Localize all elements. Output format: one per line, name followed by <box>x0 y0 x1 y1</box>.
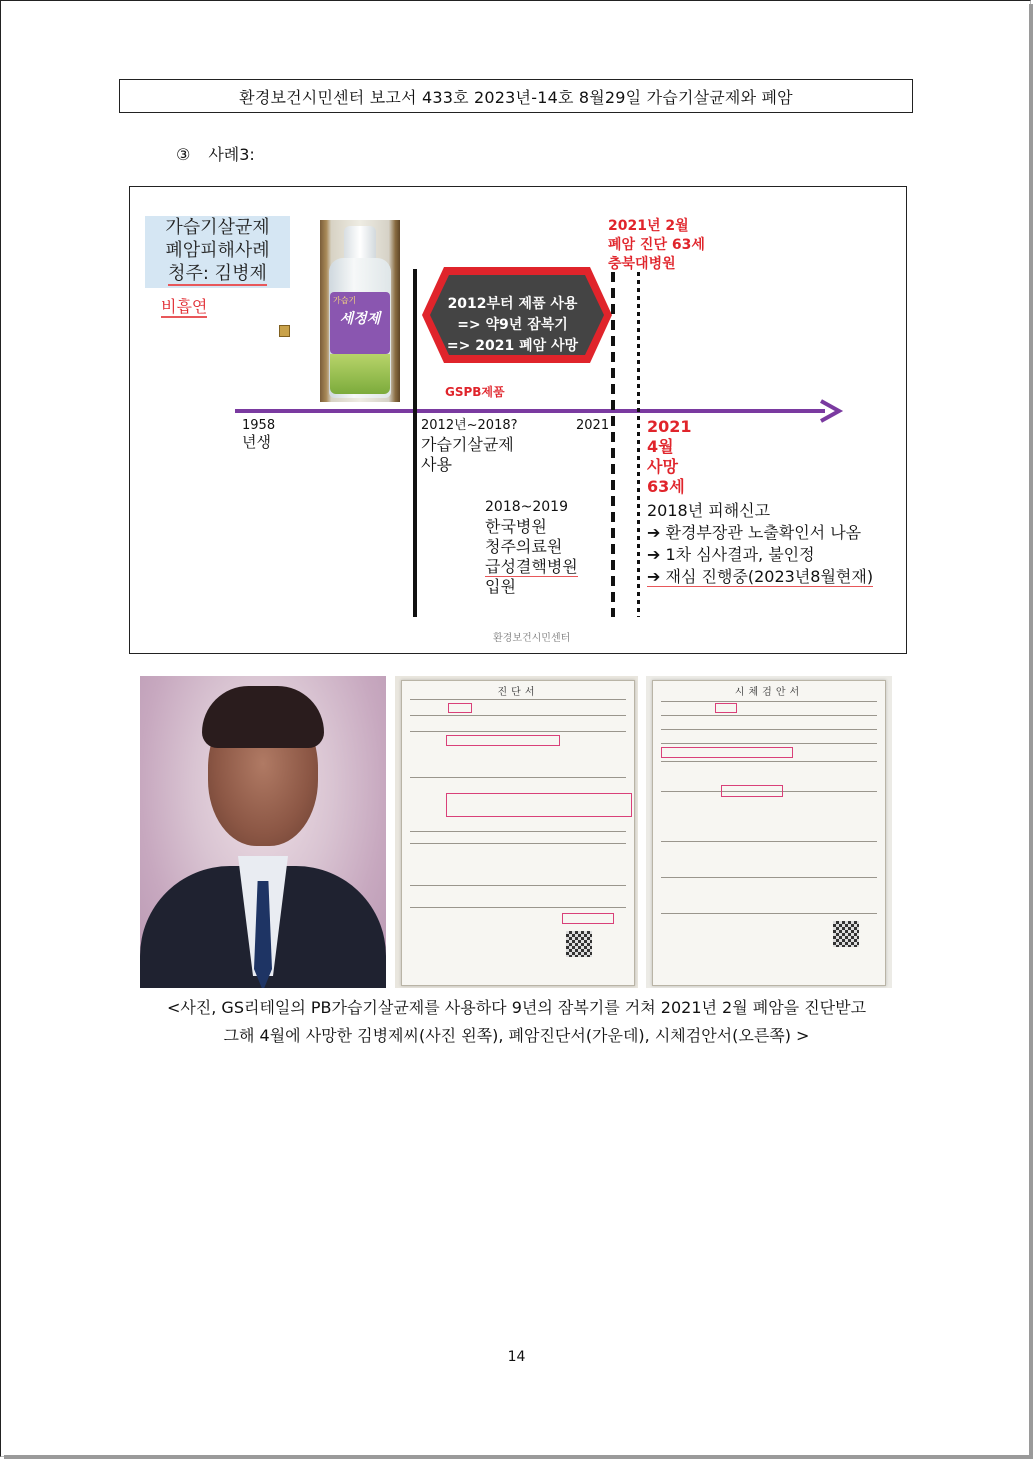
report-line: ➔ 1차 심사결과, 불인정 <box>647 545 815 564</box>
case-label: 사례3: <box>208 145 255 164</box>
document-rule <box>410 699 626 700</box>
death-line: 2021 <box>647 417 692 436</box>
caption-line: <사진, GS리테일의 PB가습기살균제를 사용하다 9년의 잠복기를 거쳐 2021년 2월 폐암을 진단받고 <box>166 998 867 1017</box>
usage-period-line: => 2021 폐암 사망 <box>446 338 579 354</box>
hospital-name: 한국병원 <box>485 517 547 536</box>
portrait-hair <box>202 686 324 748</box>
document-rule <box>410 885 626 886</box>
year-2021-label: 2021 <box>576 418 610 433</box>
usage-period-line: 2012부터 제품 사용 <box>447 296 578 312</box>
document-title: 진단서 <box>497 687 539 698</box>
highlight-box <box>661 747 793 758</box>
death-line: 63세 <box>647 477 685 496</box>
document-rule <box>661 701 877 702</box>
portrait-photo <box>140 676 386 988</box>
report-line <box>647 566 873 588</box>
case-title-line: 폐암피해사례 <box>165 240 270 261</box>
case-timeline-slide <box>129 186 907 654</box>
case-marker: ③ <box>176 145 191 164</box>
death-line: 4월 <box>647 437 674 456</box>
document-rule <box>661 743 877 744</box>
caption-line: 그해 4월에 사망한 김병제씨(사진 왼쪽), 폐암진단서(가운데), 시체검안서(오른쪽) > <box>223 1026 810 1045</box>
usage-start-line <box>413 269 417 617</box>
usage-line: 사용 <box>421 455 452 474</box>
document-sheet <box>652 680 886 986</box>
document-rule <box>410 843 626 844</box>
usage-label <box>421 417 518 475</box>
birth-suffix: 년생 <box>242 433 271 451</box>
document-title: 시체검안서 <box>734 687 804 698</box>
highlight-box <box>446 735 560 746</box>
report-header <box>119 79 913 113</box>
document-rule <box>661 761 877 762</box>
document-rule <box>410 715 626 716</box>
usage-period-line: => 약9년 잠복기 <box>457 317 568 333</box>
document-rule <box>661 729 877 730</box>
bottle-neck <box>344 226 376 262</box>
hospitalization-label <box>485 497 578 597</box>
slide-footer: 환경보건시민센터 <box>493 633 571 644</box>
gspb-product-label: GSPB제품 <box>445 385 505 399</box>
report-line: 2018년 피해신고 <box>647 501 771 520</box>
report-line: ➔ 환경부장관 노출확인서 나옴 <box>647 523 862 542</box>
qr-code-icon <box>833 921 859 947</box>
damage-report-label <box>647 500 873 588</box>
diagnosis-dashed-line <box>611 272 615 617</box>
report-line-text: ➔ 재심 진행중(2023년8월현재) <box>647 567 874 586</box>
case-title-box <box>145 216 290 288</box>
report-header-title: 환경보건시민센터 보고서 433호 2023년-14호 8월29일 가습기살균제와 폐암 <box>239 87 793 107</box>
nonsmoker-label: 비흡연 <box>161 297 208 316</box>
document-rule <box>410 777 626 778</box>
clipboard-icon <box>279 325 290 337</box>
highlight-box <box>715 703 737 713</box>
bottle-label-small: 가습기 <box>333 296 357 305</box>
page-shadow <box>1029 4 1033 1459</box>
hospital-name: 급성결핵병원 <box>485 557 578 576</box>
diagnosis-line: 충북대병원 <box>608 256 676 272</box>
autopsy-certificate-photo <box>646 676 892 988</box>
death-label <box>647 417 692 497</box>
hospital-name-row <box>485 557 578 577</box>
document-rule <box>661 913 877 914</box>
document-rule <box>410 907 626 908</box>
death-dotted-line <box>637 272 640 617</box>
highlight-box <box>448 703 472 713</box>
bottle-label-brand: 세정제 <box>339 311 381 327</box>
usage-years: 2012년~2018? <box>421 418 518 433</box>
highlight-box <box>562 913 614 924</box>
hospitalization-word: 입원 <box>485 577 516 596</box>
document-rule <box>410 831 626 832</box>
hospitalization-years: 2018~2019 <box>485 499 568 515</box>
hospital-name: 청주의료원 <box>485 537 563 556</box>
page-shadow <box>4 1455 1033 1459</box>
usage-line: 가습기살균제 <box>421 435 514 454</box>
qr-code-icon <box>566 931 592 957</box>
case-title-line <box>145 262 290 285</box>
document-sheet <box>401 680 635 986</box>
diagnosis-line: 폐암 진단 63세 <box>608 237 705 253</box>
death-line: 사망 <box>647 457 678 476</box>
document-rule <box>410 731 626 732</box>
bottle-base <box>330 354 390 394</box>
bottle-label <box>330 292 390 354</box>
diagnosis-label <box>608 217 705 274</box>
case-title-name: 청주: 김병제 <box>168 263 267 284</box>
page-number: 14 <box>507 1349 526 1365</box>
diagnosis-line: 2021년 2월 <box>608 218 689 234</box>
timeline-arrow <box>235 399 845 423</box>
highlight-box <box>446 793 632 817</box>
birth-year: 1958 <box>242 418 276 433</box>
document-rule <box>661 841 877 842</box>
highlight-box <box>721 785 783 797</box>
photo-caption <box>0 994 1033 1050</box>
case-heading <box>176 142 255 165</box>
usage-period-text <box>435 294 590 357</box>
diagnosis-certificate-photo <box>395 676 638 988</box>
birth-label <box>242 417 275 451</box>
document-rule <box>661 715 877 716</box>
product-bottle-photo <box>320 220 400 402</box>
document-rule <box>661 877 877 878</box>
case-title-line: 가습기살균제 <box>165 217 270 238</box>
